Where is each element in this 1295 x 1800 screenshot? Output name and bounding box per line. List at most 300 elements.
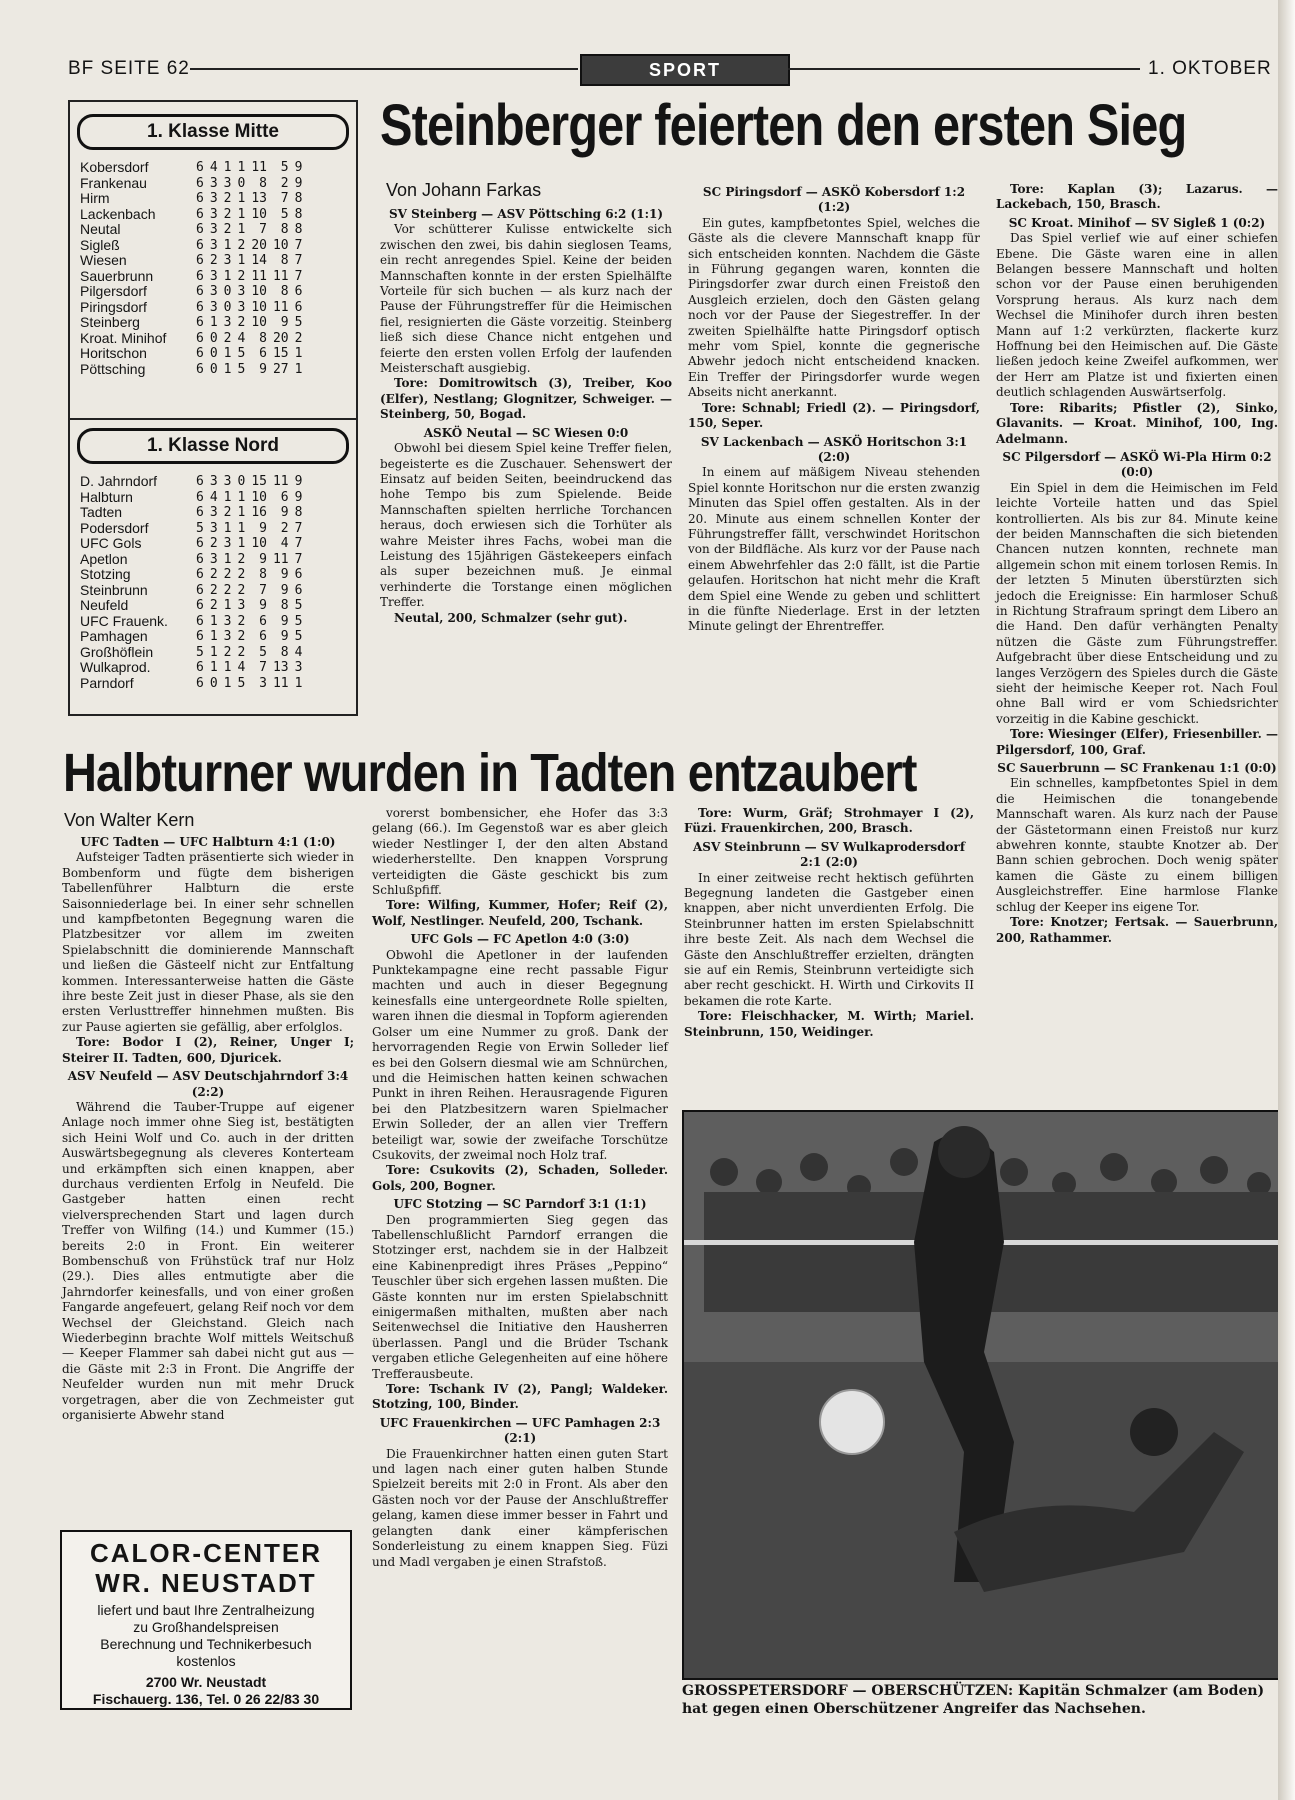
stat-cell: 6 [196,346,204,361]
stat-cell: 8 [280,644,289,660]
standings-row [80,331,305,347]
stat-cell: 1 [294,675,303,691]
standings-row [80,253,305,269]
standings-row [80,191,305,207]
paragraph: Obwohl die Apetloner in der laufenden Punktekampagne eine recht passable Figur machten und auch in dieser Begegnung keinesfalls eine untergeordnete Rolle spielten, waren ihnen die diesmal in Topform agierenden Golser um eine Nummer zu groß. Dank der hervorragenden Regie von Erwin Solleder lief es bei den Golsern diesmal wie am Schnürchen, und die Heimischen hatten keinen schwachen Punkt in ihren Reihen. Herausragende Figuren bei den Platzbesitzern waren Spielmacher Erwin Solleder, der an allen vier Treffern beteiligt war, sowie der zweifache Torschütze Csukovits, der zweimal noch Holz traf. [372,947,668,1162]
stat-cell: 2 [280,175,289,191]
stat-cell: 6 [196,284,204,299]
paragraph: In einer zeitweise recht hektisch geführten Begegnung landeten die Gastgeber einen knappen, aber nicht unverdienten Erfolg. Die Steinbrunner hatten im ersten Spielabschnitt ihre beste Zeit. Als nach dem Wechsel die Gäste den Anschlußtreffer erzielten, drängten sie auf ein Remis, Steinbrunn verteidigte sich aber recht geschickt. H. Wirth und Cirkovits II bekamen die rote Karte. [684,870,974,1008]
stat-cell: 11 [272,474,289,489]
team-name: UFC Frauenk. [80,612,168,629]
stat-cell: 3 [259,675,267,691]
stat-cell: 9 [280,315,289,330]
stat-cell: 15 [272,346,289,361]
stat-cell: 1 [237,222,246,237]
stat-cell: 6 [196,582,204,598]
stat-cell: 7 [294,253,303,268]
stat-cell: 3 [223,175,232,191]
match-scorers: Tore: Ribarits; Pfistler (2), Sinko, Glavanits. — Kroat. Minihof, 100, Ing. Adelmann. [996,400,1278,446]
standings-row [80,676,305,692]
stat-cell: 4 [294,644,303,660]
league-table-mitte [68,100,358,420]
stat-cell: 2 [209,567,218,582]
stat-cell: 20 [251,237,267,253]
standings-table [80,160,305,377]
team-name: Wiesen [80,252,127,268]
team-name: Pöttsching [80,360,146,377]
stat-cell: 3 [209,474,218,489]
stat-cell: 3 [223,629,232,644]
stat-cell: 3 [209,505,218,520]
section-label: SPORT [580,54,790,86]
team-name: Podersdorf [80,519,149,536]
stat-cell: 0 [223,299,232,315]
stat-cell: 9 [280,567,289,582]
standings-row [80,505,305,521]
team-name: Tadten [80,504,123,520]
stat-cell: 6 [196,536,204,551]
stat-cell: 9 [259,361,267,377]
stat-cell: 10 [251,315,267,330]
stat-cell: 1 [237,520,246,536]
league-table-nord [68,420,358,716]
stat-cell: 6 [196,175,204,191]
stat-cell: 2 [223,644,232,660]
stat-cell: 3 [209,551,218,567]
stat-cell: 5 [280,160,289,175]
stat-cell: 9 [294,489,303,505]
page-fold-edge [1278,0,1295,1800]
stat-cell: 11 [272,299,289,315]
standings-row [80,222,305,238]
team-name: D. Jahrndorf [80,473,158,489]
standings-row [80,176,305,192]
stat-cell: 1 [209,660,218,675]
article-column [62,832,354,1522]
stat-cell: 9 [280,629,289,644]
page-number: BF SEITE 62 [68,58,190,79]
stat-cell: 3 [223,536,232,551]
article-column [688,182,980,716]
standings-row [80,598,305,614]
stat-cell: 10 [251,206,267,222]
stat-cell: 13 [272,660,289,675]
team-name: Neufeld [80,597,129,613]
stat-cell: 1 [237,206,246,222]
stat-cell: 2 [209,253,218,268]
stat-cell: 2 [237,629,246,644]
team-name: Stotzing [80,566,131,582]
standings-row [80,315,305,331]
stat-cell: 4 [209,160,218,175]
stat-cell: 3 [209,520,218,536]
stat-cell: 6 [294,299,303,315]
match-heading: SC Piringsdorf — ASKÖ Kobersdorf 1:2 (1:2) [702,185,966,215]
stat-cell: 6 [196,629,204,644]
stat-cell: 7 [280,191,289,206]
stat-cell: 1 [223,489,232,505]
stat-cell: 7 [294,536,303,551]
stat-cell: 11 [272,268,289,284]
stat-cell: 7 [294,551,303,567]
stat-cell: 16 [251,505,267,520]
header-rule-left [190,68,578,70]
stat-cell: 11 [272,551,289,567]
stat-cell: 9 [294,160,303,175]
stat-cell: 8 [294,222,303,237]
stat-cell: 6 [259,629,267,644]
stat-cell: 6 [196,160,204,175]
stat-cell: 9 [294,474,303,489]
stat-cell: 1 [223,551,232,567]
paragraph: Ein Spiel in dem die Heimischen im Feld leichte Vorteile hatten und das Spiel kontrollierten. Als bis zur 84. Minute keine der beiden Mannschaften die sich bietenden Chancen nutzen konnten, rechnete man allgemein schon mit einem torlosen Remis. In der letzten 5 Minuten überstürzten sich jedoch die Ereignisse: Ein harmloser Schuß in Richtung Strafraum springt dem Libero an die Hand. Den dafür verhängten Penalty nützen die Gäste zum Führungstreffer. Aufgebracht über diese Entscheidung und zu langes Verzögern des Spieles durch die Gäste sieht der heimische Keeper rot. Nach Foul ohne Ball wird er vom Schiedsrichter vorzeitig in die Kabine geschickt. [996,480,1278,726]
stat-cell: 6 [196,253,204,268]
stat-cell: 3 [209,206,218,222]
standings-row [80,362,305,378]
match-heading: SV Lackenbach — ASKÖ Horitschon 3:1 (2:0) [700,434,968,464]
team-name: Pamhagen [80,628,148,644]
stat-cell: 8 [280,598,289,613]
stat-cell: 2 [223,567,232,582]
standings-row [80,583,305,599]
standings-row [80,660,305,676]
stat-cell: 1 [223,675,232,691]
match-heading: UFC Frauenkirchen — UFC Pamhagen 2:3 (2:1) [379,1415,661,1446]
article-byline: Von Johann Farkas [386,180,542,200]
team-name: Neutal [80,221,121,237]
team-name: Sigleß [80,236,120,253]
stat-cell: 14 [251,253,267,268]
stat-cell: 9 [259,598,267,613]
stat-cell: 8 [259,567,267,582]
team-name: Kobersdorf [80,159,149,175]
stat-cell: 1 [209,644,218,660]
stat-cell: 3 [237,284,246,299]
standings-row [80,300,305,316]
stat-cell: 0 [237,474,246,489]
stat-cell: 7 [259,660,267,675]
stat-cell: 6 [196,675,204,691]
article-column [372,806,668,1720]
stat-cell: 7 [294,237,303,253]
stat-cell: 1 [209,629,218,644]
stat-cell: 6 [196,474,204,489]
team-name: Wulkaprod. [80,659,151,675]
stat-cell: 0 [209,675,218,691]
stat-cell: 2 [223,582,232,598]
stat-cell: 0 [209,361,218,377]
stat-cell: 9 [294,175,303,191]
paragraph: Die Frauenkirchner hatten einen guten Start und lagen nach einer guten halben Stunde Spielzeit bereits mit 2:0 in Front. Als aber den Gästen noch vor der Pause der Anschlußtreffer gelang, kamen diese immer besser in Fahrt und gelangten dank einer kämpferischen Sonderleistung zu einem knappen Sieg. Füzi und Madl vergaben je einen Strafstoß. [372,1446,668,1569]
photo-illustration [684,1112,1286,1678]
standings-row [80,645,305,661]
stat-cell: 1 [223,598,232,613]
stat-cell: 27 [272,361,289,377]
standings-row [80,207,305,223]
article-column [996,182,1278,945]
stat-cell: 3 [209,191,218,206]
standings-row [80,567,305,583]
standings-row [80,160,305,176]
standings-row [80,474,305,490]
paragraph: Ein schnelles, kampfbetontes Spiel in dem die Heimischen die tonangebende Mannschaft waren. Als kurz nach der Pause der Gästetormann einen Freistoß nur kurz abwehren konnte, staubte Knotzer ab. Der Bann schien gebrochen. Doch wenig später kamen die Gäste zu einem billigen Ausgleichstreffer. Eine harmlose Flanke schlug der Keeper ins eigene Tor. [996,776,1278,914]
league-table-title: 1. Klasse Nord [77,428,349,464]
stat-cell: 15 [251,474,267,489]
ad-text: liefert und baut Ihre Zentralheizung [97,1602,315,1618]
stat-cell: 6 [196,330,204,346]
match-heading: ASV Steinbrunn — SV Wulkaprodersdorf 2:1 (2:0) [692,839,966,870]
team-name: Lackenbach [80,205,156,222]
match-scorers: Tore: Wiesinger (Elfer), Friesenbiller. — Pilgersdorf, 100, Graf. [996,727,1278,757]
stat-cell: 2 [223,505,232,520]
match-heading: UFC Stotzing — SC Parndorf 3:1 (1:1) [393,1197,647,1212]
team-name: Halbturn [80,488,133,505]
article-headline: Halbturner wurden in Tadten entzaubert [63,743,917,803]
ad-location: WR. NEUSTADT [95,1568,317,1598]
stat-cell: 6 [196,222,204,237]
stat-cell: 6 [196,206,204,222]
team-name: Apetlon [80,550,128,567]
ad-text: Berechnung und Technikerbesuch [100,1636,312,1652]
stat-cell: 9 [280,613,289,629]
stat-cell: 6 [196,361,204,377]
standings-table [80,474,305,691]
stat-cell: 6 [196,299,204,315]
stat-cell: 6 [196,567,204,582]
stat-cell: 2 [280,520,289,536]
stat-cell: 2 [294,330,303,346]
team-name: Frankenau [80,174,147,191]
stat-cell: 4 [280,536,289,551]
stat-cell: 8 [280,253,289,268]
stat-cell: 5 [294,613,303,629]
match-heading: SV Steinberg — ASV Pöttsching 6:2 (1:1) [388,207,664,221]
stat-cell: 10 [251,299,267,315]
stat-cell: 0 [237,175,246,191]
stat-cell: 2 [209,598,218,613]
standings-row [80,629,305,645]
stat-cell: 1 [223,660,232,675]
article-byline: Von Walter Kern [64,810,195,830]
stat-cell: 4 [237,660,246,675]
match-scorers: Tore: Tschank IV (2), Pangl; Waldeker. Stotzing, 100, Binder. [372,1382,668,1412]
stat-cell: 6 [294,567,303,582]
stat-cell: 9 [280,505,289,520]
stat-cell: 8 [294,206,303,222]
stat-cell: 11 [251,160,267,175]
stat-cell: 6 [196,268,204,284]
match-heading: SC Kroat. Minihof — SV Sigleß 1 (0:2) [1008,215,1266,230]
team-name: Piringsdorf [80,298,147,315]
stat-cell: 10 [251,536,267,551]
team-name: Horitschon [80,345,147,361]
match-scorers: Tore: Wurm, Gräf; Strohmayer I (2), Füzi. Frauenkirchen, 200, Brasch. [684,806,974,836]
stat-cell: 5 [196,644,204,660]
stat-cell: 7 [259,222,267,237]
stat-cell: 2 [223,191,232,206]
header-rule-right [788,68,1140,70]
match-heading: UFC Tadten — UFC Halbturn 4:1 (1:0) [80,835,336,849]
stat-cell: 4 [237,330,246,346]
stat-cell: 3 [209,299,218,315]
standings-row [80,346,305,362]
team-name: Steinberg [80,314,140,330]
photo-caption: GROSSPETERSDORF — OBERSCHÜTZEN: Kapitän Schmalzer (am Boden) hat gegen einen Oberschützener Angreifer das Nachsehen. [682,1683,1265,1717]
stat-cell: 0 [209,346,218,361]
stat-cell: 0 [223,284,232,299]
stat-cell: 1 [223,160,232,175]
stat-cell: 8 [280,284,289,299]
stat-cell: 6 [196,613,204,629]
stat-cell: 1 [209,613,218,629]
match-heading: ASKÖ Neutal — SC Wiesen 0:0 [423,425,629,440]
stat-cell: 6 [196,660,204,675]
stat-cell: 5 [237,675,246,691]
stat-cell: 9 [280,582,289,598]
stat-cell: 8 [280,222,289,237]
stat-cell: 11 [272,675,289,691]
paragraph: Den programmierten Sieg gegen das Tabellenschlußlicht Parndorf errangen die Stotzinger erst, nachdem sie in der Halbzeit eine Kabinenpredigt ihres Präses „Peppino“ Teuschler über sich ergehen lassen mußten. Die Gäste konnten nur im ersten Spielabschnitt einigermaßen mithalten, mußten aber nach Seitenwechsel die Initiative den Hausherren überlassen. Pangl und die Brüder Tschank vergaben etliche Gelegenheiten auf eine höhere Trefferausbeute. [372,1212,668,1381]
stat-cell: 1 [223,520,232,536]
stat-cell: 3 [223,474,232,489]
stat-cell: 1 [294,361,303,377]
paragraph: Aufsteiger Tadten präsentierte sich wieder in Bombenform und fügte dem bisherigen Tabellenführer Halbturn die erste Saisonniederlage bei. In einer sehr schnellen und kampfbetonten Begegnung waren die Platzbesitzer vor allem im zweiten Spielabschnitt die dominierende Mannschaft und ließen die Gästeelf nicht zur Entfaltung kommen. Interessanterweise hatten die Gäste ihre beste Zeit just in dieser Phase, als sie den ersten Verlusttreffer hinnehmen mußten. Bis zur Pause agierten sie gefällig, aber erfolglos. [62,850,354,1034]
stat-cell: 3 [237,598,246,613]
stat-cell: 1 [223,268,232,284]
stat-cell: 2 [209,582,218,598]
paragraph: Das Spiel verlief wie auf einer schiefen Ebene. Die Gäste waren eine in allen Belangen bessere Mannschaft und holten schon vor der Pause einen beruhigenden Vorsprung heraus. Als kurz nach dem Wechsel die Minihofer durch ihren besten Mann auf 1:2 verkürzten, flackerte kurz Hoffnung bei den Heimischen auf. Die Gäste ließen jedoch keine Zweifel aufkommen, wer der Herr am Platze ist und fixierten einen deutlich schlagenden Auswärtserfolg. [996,231,1278,400]
stat-cell: 3 [237,299,246,315]
stat-cell: 1 [237,536,246,551]
match-scorers: Tore: Schnabl; Friedl (2). — Piringsdorf, 150, Seper. [688,400,980,431]
stat-cell: 10 [272,237,289,253]
stat-cell: 5 [294,315,303,330]
ad-company: CALOR-CENTER [90,1538,322,1568]
stat-cell: 1 [294,346,303,361]
ad-text: zu Großhandelspreisen [133,1619,279,1635]
standings-row [80,269,305,285]
stat-cell: 6 [280,489,289,505]
stat-cell: 5 [259,644,267,660]
team-name: Pilgersdorf [80,283,147,299]
stat-cell: 8 [259,175,267,191]
paragraph: Obwohl bei diesem Spiel keine Treffer fielen, begeisterte es die Zuschauer. Sehenswert der Einsatz auf beiden Seiten, beeindruckend das hohe Tempo bis zum Spielende. Beide Mannschaften spielten herrliche Torchancen heraus, doch erwiesen sich die Torhüter als wahre Meister ihres Fachs, wobei man die Leistung des 15jährigen Gästekeepers einfach als super bezeichnen muß. Je einmal verhinderte die Torstange einen möglichen Treffer. [380,441,672,610]
stat-cell: 3 [209,268,218,284]
stat-cell: 1 [237,191,246,206]
team-name: UFC Gols [80,535,142,551]
stat-cell: 7 [294,268,303,284]
stat-cell: 5 [294,598,303,613]
article-column [684,806,974,1106]
article-column [380,204,672,716]
match-scorers: Tore: Knotzer; Fertsak. — Sauerbrunn, 200, Rathammer. [996,915,1278,945]
match-heading: ASV Neufeld — ASV Deutschjahrndorf 3:4 (2:2) [67,1069,349,1099]
stat-cell: 4 [209,489,218,505]
match-scorers: Tore: Kaplan (3); Lazarus. — Lackebach, 150, Brasch. [996,182,1278,212]
stat-cell: 6 [196,598,204,613]
standings-row [80,238,305,254]
stat-cell: 6 [196,505,204,520]
match-scorers: Tore: Domitrowitsch (3), Treiber, Koo (Elfer), Nestlang; Glognitzer, Schweiger. — Steinberg, 50, Bogad. [380,376,672,422]
stat-cell: 1 [237,253,246,268]
stat-cell: 2 [237,582,246,598]
paragraph: Vor schütterer Kulisse entwickelte sich zwischen den zwei, bis dahin sieglosen Teams, ein recht anregendes Spiel. Keine der beiden Mannschaften konnte in der ersten Spielhälfte Vorteile für sich buchen — als kurz nach der Pause der Führungstreffer für die Heimischen fiel, resignierten die Gäste vorzeitig. Steinberg ließ sich diese Chance nicht entgehen und feierte den ersten vollen Erfolg der laufenden Meisterschaft ausgiebig. [380,222,672,376]
standings-row [80,536,305,552]
stat-cell: 8 [294,505,303,520]
match-photo [682,1110,1288,1680]
paragraph: vorerst bombensicher, ehe Hofer das 3:3 gelang (66.). Im Gegenstoß war es aber gleich wieder Nestlinger I, der den alten Abstand wiederherstellte. Den knappen Vorsprung verteidigten die Gäste geschickt bis zum Schlußpfiff. [372,806,668,898]
stat-cell: 2 [223,222,232,237]
stat-cell: 6 [259,613,267,629]
stat-cell: 10 [251,489,267,505]
stat-cell: 2 [223,330,232,346]
stat-cell: 11 [251,268,267,284]
stat-cell: 3 [223,315,232,330]
stat-cell: 5 [294,629,303,644]
stat-cell: 2 [237,315,246,330]
match-scorers: Neutal, 200, Schmalzer (sehr gut). [394,610,628,625]
stat-cell: 3 [223,613,232,629]
match-scorers: Tore: Fleischhacker, M. Wirth; Mariel. Steinbrunn, 150, Weidinger. [684,1009,974,1039]
stat-cell: 1 [223,346,232,361]
stat-cell: 2 [209,536,218,551]
team-name: Parndorf [80,674,134,691]
stat-cell: 9 [259,551,267,567]
paragraph: Ein gutes, kampfbetontes Spiel, welches die Gäste als die clevere Mannschaft knapp für sich entscheiden konnten. Nachdem die Gäste in Führung gegangen waren, konnten die Piringsdorfer zwar durch einen Freistoß den Ausgleich erzielen, doch den Gästen gelang noch vor der Pause der Siegestreffer. In der zweiten Spielhälfte hatte Piringsdorf optisch mehr vom Spiel, konnte die gegnerische Abwehr jedoch nicht entscheidend knacken. Ein Treffer der Piringsdorfer wurde wegen Abseits nicht anerkannt. [688,215,980,400]
standings-row [80,521,305,537]
stat-cell: 7 [294,520,303,536]
stat-cell: 7 [259,582,267,598]
team-name: Steinbrunn [80,581,148,598]
ad-phone: Fischauerg. 136, Tel. 0 26 22/83 30 [92,1691,320,1707]
match-heading: SC Pilgersdorf — ASKÖ Wi-Pla Hirm 0:2 (0:0) [1002,449,1272,480]
team-name: Hirm [80,190,110,206]
stat-cell: 5 [237,346,246,361]
stat-cell: 3 [209,237,218,253]
stat-cell: 2 [237,268,246,284]
team-name: Großhöflein [80,643,154,660]
match-heading: UFC Gols — FC Apetlon 4:0 (3:0) [410,932,630,947]
match-scorers: Tore: Bodor I (2), Reiner, Unger I; Steirer II. Tadten, 600, Djuricek. [62,1035,354,1065]
stat-cell: 20 [272,330,289,346]
stat-cell: 6 [196,551,204,567]
paragraph: Während die Tauber-Truppe auf eigener Anlage noch immer ohne Sieg ist, bestätigten sich Heini Wolf und Co. auch in der dritten Auswärtsbegegnung als cleveres Konterteam und erkämpften sich einen knappen, aber durchaus verdienten Erfolg in Neufeld. Die Gastgeber hatten einen recht vielversprechenden Start und lagen durch Treffer von Wilfing (14.) und Kummer (15.) bereits 2:0 in Front. Ein weiterer Bombenschuß von Frühstück traf nur Holz (29.). Dies alles entmutigte aber die Jahrndorfer keinesfalls, und von einer großen Fangarde angefeuert, gelang Reif noch vor dem Wechsel der Gleichstand. Gleich nach Wiederbeginn brachte Wolf mittels Weitschuß — Keeper Flammer sah dabei nicht gut aus — die Gäste mit 2:3 in Front. Die Angriffe der Neufelder wurden nun mit mehr Druck vorgetragen, aber die von Zechmeister gut organisierte Abwehr stand [62,1099,354,1423]
stat-cell: 3 [209,175,218,191]
stat-cell: 2 [237,644,246,660]
paragraph: In einem auf mäßigem Niveau stehenden Spiel konnte Horitschon nur die ersten zwanzig Minuten das Spiel offen gestalten. Als in der 20. Minute aus einem schnellen Konter der Führungstreffer fällt, verschwindet Horitschon von der Bildfläche. Als kurz vor der Pause nach einem Abwehrfehler das 2:0 fällt, ist die Partie gelaufen. Horitschon hat nicht mehr die Kraft dem Spiel eine Wende zu geben und schlittert in die fünfte Niederlage. Erst in der letzten Minute gelingt der Ehrentreffer. [688,465,980,634]
ad-address: 2700 Wr. Neustadt [145,1674,267,1690]
stat-cell: 10 [251,284,267,299]
stat-cell: 3 [209,284,218,299]
stat-cell: 5 [280,206,289,222]
stat-cell: 2 [223,206,232,222]
advertisement [60,1530,352,1710]
stat-cell: 1 [209,315,218,330]
stat-cell: 2 [237,613,246,629]
stat-cell: 8 [294,191,303,206]
stat-cell: 6 [196,315,204,330]
league-table-title: 1. Klasse Mitte [77,114,349,150]
match-scorers: Tore: Wilfing, Kummer, Hofer; Reif (2), Wolf, Nestlinger. Neufeld, 200, Tschank. [372,898,668,928]
stat-cell: 9 [259,520,267,536]
stat-cell: 5 [196,520,204,536]
standings-row [80,614,305,630]
match-heading: SC Sauerbrunn — SC Frankenau 1:1 (0:0) [997,761,1277,776]
stat-cell: 5 [237,361,246,377]
stat-cell: 2 [237,567,246,582]
stat-cell: 13 [251,191,267,206]
ad-text: kostenlos [176,1653,236,1669]
